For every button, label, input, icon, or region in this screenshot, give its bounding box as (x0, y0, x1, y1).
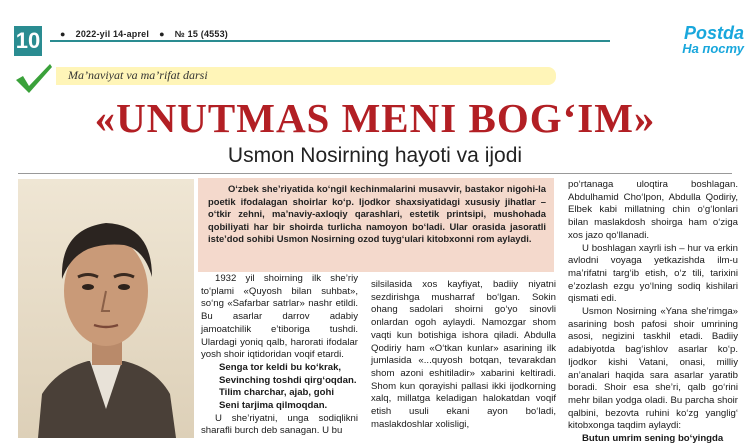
issue-meta: ● 2022-yil 14-aprel ● № 15 (4553) (60, 29, 228, 39)
column-1 (201, 273, 358, 438)
logo-line-2: На посту (682, 41, 744, 56)
verse-line: Tilim charchar, ajab, gohi (219, 387, 334, 399)
paragraph: silsilasida xos kayfiyat, badiiy niyatni sezdirishga musharraf bo‘lgan. Sokin ohang sadolari shoirni go‘yo sinovli onlardan ogoh aylaydi. Namozgar shom vaqti kun botishiga ishora qiladi. Abdulla Qodiriy ham «O‘tkan kunlar» asarining ilk jumlasida «...quyosh botqan, tevarakdan shom azoni eshitiladir» xabarini keltiradi. Shom kun qorayishi pallasi ikki ijodkorning xalq, millatga keladigan halokatdan voqif etish usuli ekani ayon bo‘ladi, maslakdoshlar xolisligi, (371, 279, 556, 430)
article-headline: «UNUTMAS MENI BOG‘IM» (94, 95, 656, 141)
verse-line: Seni tarjima qilmoqdan. (219, 400, 328, 412)
subtitle-divider (18, 173, 732, 174)
article-subtitle: Usmon Nosirning hayoti va ijodi (227, 144, 523, 167)
header-rule (50, 40, 610, 42)
paragraph: Usmon Nosirning «Yana she’rimga» asarining bosh pafosi shoir umrining asosi, negizini taskhil etadi. Badiiy adabiyotda bag‘ishlov asarlar ko‘p. Ijodkor kishi Vatani, onasi, milliy an’analari haqida sara asarlar yaratib boradi. Shoir esa she’ri, qalb go‘rini mehr bilan yodga oladi. Bu parcha shoir qalbini, bezovta ruhini ko‘zg yanglig‘ kitobxonga taqdim aylaydi: (568, 306, 738, 432)
logo-line-1: Postda (683, 23, 744, 43)
author-portrait (18, 179, 194, 438)
paragraph: po‘rtanaga uloqtira boshlagan. Abdulhamid Cho‘lpon, Abdulla Qodiriy, Elbek kabi millatning chin o‘g‘lonlari bilan maslakdosh shoirga ham o‘ziga xos jazo qo‘llanadi. (568, 179, 738, 241)
verse-line: Senga tor keldi bu ko‘krak, (219, 361, 342, 373)
verse-line: Sevinching toshdi qirg‘oqdan. (219, 374, 357, 386)
newspaper-logo (614, 24, 744, 62)
section-label: Ma’naviyat va ma’rifat darsi (68, 68, 208, 82)
issue-number: № 15 (4553) (174, 29, 228, 39)
paragraph: U she’riyatni, unga sodiqlikni sharafli burch deb sanagan. U bu (201, 412, 358, 437)
paragraph: U boshlagan xayrli ish – hur va erkin avlodni voyaga yetkazishda ilm-u ma’rifatni targ‘ib etish, o‘z tili, tarixini e’zozlash ezgu yo‘lning sodiq kishilari qismati edi. (568, 242, 738, 305)
column-3 (568, 179, 738, 446)
section-banner (56, 67, 556, 85)
page-number: 10 (14, 26, 42, 56)
column-2 (371, 279, 556, 431)
lead-paragraph (198, 178, 554, 272)
issue-date: 2022-yil 14-aprel (75, 29, 150, 39)
lead-text: O‘zbek she’riyatida ko‘ngil kechinmalarini musavvir, bastakor nigohi-la poetik ifodalagan shoirlar ko‘p. Ijodkor shaxsiyatidagi xususiy jihatlar – o‘tkir zehni, ma’naviy-axloqiy qarashlari, estetik printsipi, mushohada qobiliyati har bir shoirda turlicha namoyon bo‘ladi. Ular orasida jasoratli iste’dod sohibi Usmon Nosirning ozod tuyg‘ulari kitobxonni rom aylaydi. (208, 183, 546, 245)
verse-line: Butun umrim sening bo‘yingda (582, 433, 724, 445)
paragraph: 1932 yil shoirning ilk she’riy to‘plami «Quyosh bilan suhbat», so‘ng «Safarbar satrlar» nashr etildi. Bu asarlar darrov adabiy jamoatchilik e’tiboriga tushdi. Ulardagi yoniq qalb, harorati ifodalar yosh shoir iqtidoridan voqif etardi. (201, 273, 358, 361)
